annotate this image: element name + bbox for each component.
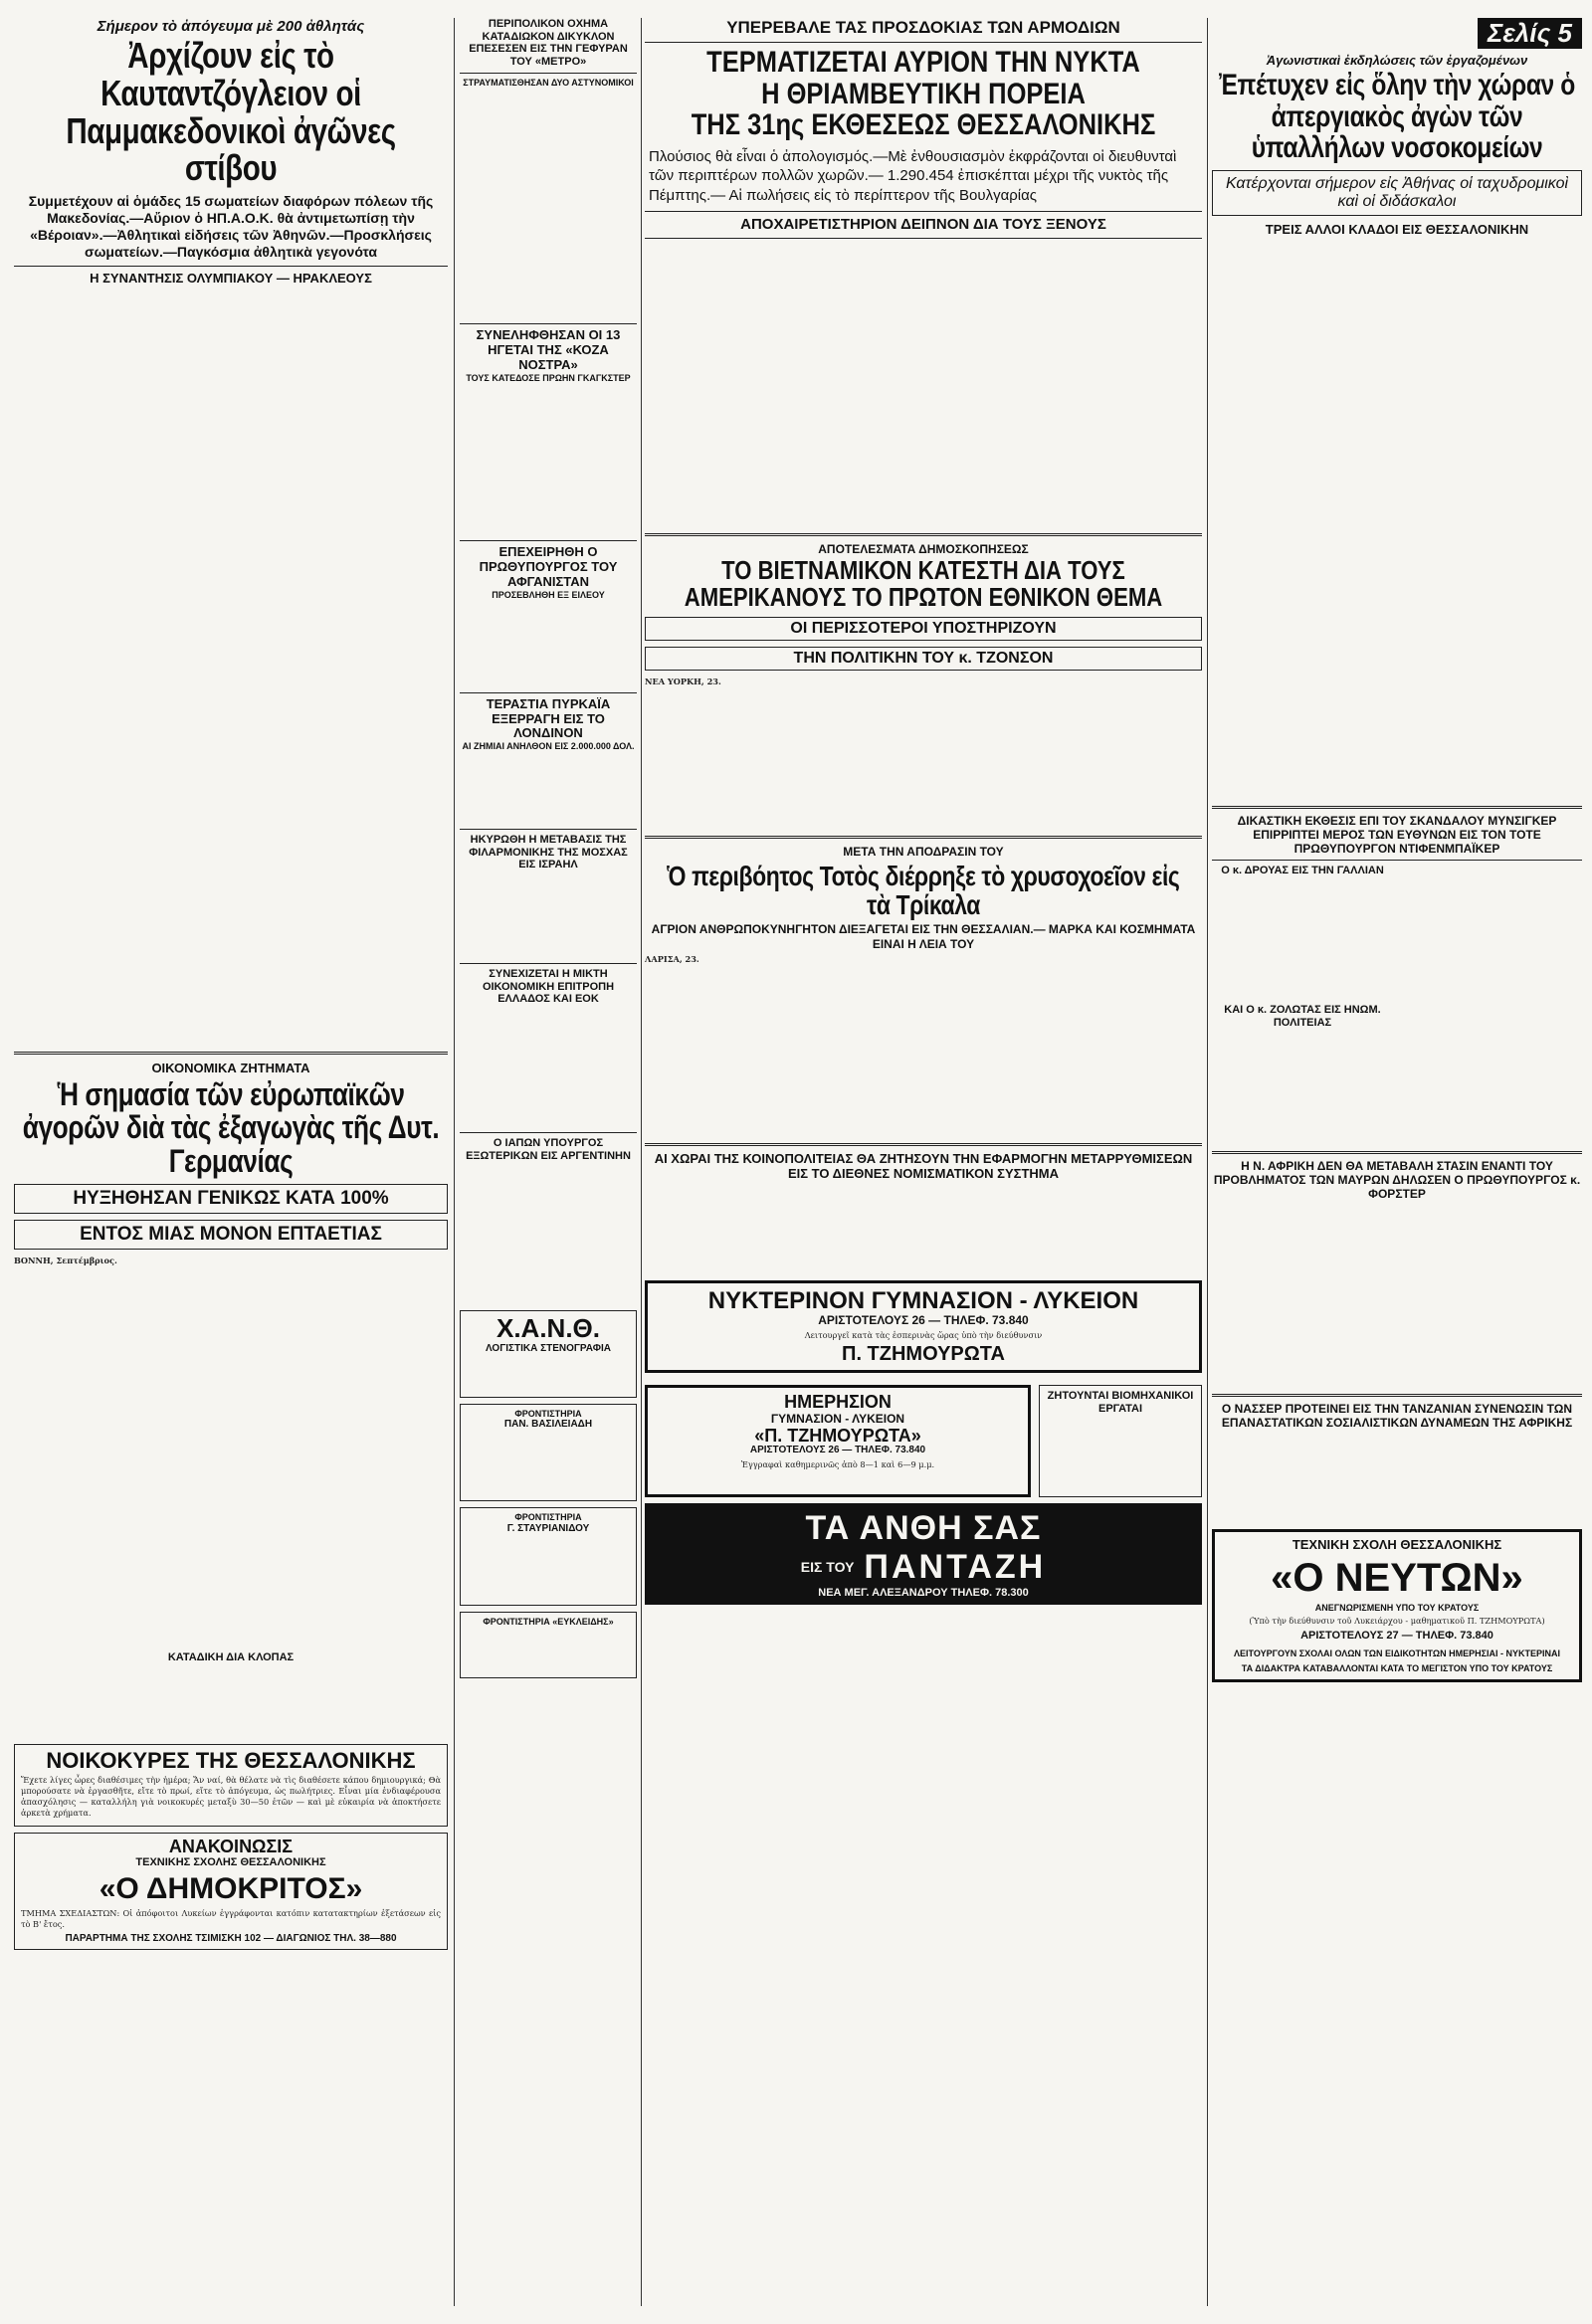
munsinger-article-columns [1212, 865, 1582, 1145]
hanth-ad [460, 1310, 637, 1397]
workers-ad [1039, 1385, 1202, 1496]
night-school-ad [645, 1280, 1202, 1373]
forster-headline: Η Ν. ΑΦΡΙΚΗ ΔΕΝ ΘΑ ΜΕΤΑΒΑΛΗ ΣΤΑΣΙΝ ΕΝΑΝΤΙ ΤΟΥ ΠΡΟΒΛΗΜΑΤΟΣ ΤΩΝ ΜΑΥΡΩΝ ΔΗΛΩΣΕΝ Ο ΠΡΩΘΥΠΟΥΡΓΟΣ κ. ΦΟΡΣΤΕΡ [1213, 1159, 1581, 1201]
article-text-block [1212, 881, 1393, 1001]
ad-text-block [1046, 1420, 1195, 1489]
article-text-block [460, 1165, 637, 1304]
vasileiadi-ad [460, 1404, 637, 1502]
night-school-address: ΑΡΙΣΤΟΤΕΛΟΥΣ 26 — ΤΗΛΕΦ. 73.840 [818, 1313, 1029, 1328]
newton-ad-footer: ΤΑ ΔΙΔΑΚΤΡΑ ΚΑΤΑΒΑΛΛΟΝΤΑΙ ΚΑΤΑ ΤΟ ΜΕΓΙΣΤΟΝ ΥΠΟ ΤΟΥ ΚΡΑΤΟΥΣ [1241, 1663, 1553, 1674]
vietnam-headline: ΤΟ ΒΙΕΤΝΑΜΙΚΟΝ ΚΑΤΕΣΤΗ ΔΙΑ ΤΟΥΣ ΑΜΕΡΙΚΑΝΟΥΣ ΤΟ ΠΡΩΤΟΝ ΕΘΝΙΚΟΝ ΘΕΜΑ [684, 554, 1163, 613]
housewives-ad-title: ΝΟΙΚΟΚΥΡΕΣ ΤΗΣ ΘΕΣΣΑΛΟΝΙΚΗΣ [46, 1748, 416, 1774]
column-3 [645, 18, 1202, 1605]
article-text-block [645, 690, 1202, 830]
drouas-column [1212, 865, 1393, 1145]
article-text-block [1212, 1204, 1582, 1388]
sport-section-title: Η ΣΥΝΑΝΤΗΣΙΣ ΟΛΥΜΠΙΑΚΟΥ — ΗΡΑΚΛΕΟΥΣ [90, 271, 372, 287]
article-text-block [14, 1668, 448, 1738]
afghanistan-sub: ΠΡΟΣΕΒΛΗΘΗ ΕΞ ΕΙΛΕΟΥ [492, 589, 605, 600]
eok-title: ΣΥΝΕΧΙΖΕΤΑΙ Η ΜΙΚΤΗ ΟΙΚΟΝΟΜΙΚΗ ΕΠΙΤΡΟΠΗ ΕΛΛΑΔΟΣ ΚΑΙ ΕΟΚ [482, 968, 615, 1006]
stavrianidou-ad [460, 1507, 637, 1606]
sport-kicker: Σήμερον τὸ ἀπόγευμα μὲ 200 ἀθλητάς [97, 18, 365, 35]
strike-sub: Κατέρχονται σήμερον εἰς Ἀθήνας οἱ ταχυδρομικοὶ καὶ οἱ διδάσκαλοι [1212, 170, 1582, 216]
fair-headline-3: ΤΗΣ 31ης ΕΚΘΕΣΕΩΣ ΘΕΣΣΑΛΟΝΙΚΗΣ [691, 108, 1156, 142]
vasileiadi-ad-title: ΦΡΟΝΤΙΣΤΗΡΙΑ [514, 1408, 582, 1419]
fair-headline-2: Η ΘΡΙΑΜΒΕΥΤΙΚΗ ΠΟΡΕΙΑ [761, 77, 1086, 110]
column-rule [641, 18, 642, 2306]
economy-sub-1: ΗΥΞΗΘΗΣΑΝ ΓΕΝΙΚΩΣ ΚΑΤΑ 100% [14, 1184, 448, 1214]
stavrianidou-ad-name: Γ. ΣΤΑΥΡΙΑΝΙΔΟΥ [506, 1523, 590, 1535]
fair-article-columns [645, 243, 1202, 527]
afghanistan-title: ΕΠΕΧΕΙΡΗΘΗ Ο ΠΡΩΘΥΠΟΥΡΓΟΣ ΤΟΥ ΑΦΓΑΝΙΣΤΑΝ [479, 543, 618, 589]
announcement-sub: ΤΕΧΝΙΚΗΣ ΣΧΟΛΗΣ ΘΕΣΣΑΛΟΝΙΚΗΣ [135, 1855, 326, 1868]
london-fire-sub: ΑΙ ΖΗΜΙΑΙ ΑΝΗΛΘΟΝ ΕΙΣ 2.000.000 ΔΟΛ. [462, 741, 635, 752]
strike-kicker: Ἀγωνιστικαὶ ἐκδηλώσεις τῶν ἐργαζομένων [1266, 53, 1528, 68]
japan-minister-title: Ο ΙΑΠΩΝ ΥΠΟΥΡΓΟΣ ΕΞΩΤΕΡΙΚΩΝ ΕΙΣ ΑΡΓΕΝΤΙΝΗΝ [466, 1137, 631, 1162]
day-school-sub: ΓΥΜΝΑΣΙΟΝ - ΛΥΚΕΙΟΝ [770, 1412, 905, 1427]
article-text-block [645, 968, 1202, 1137]
london-fire-title: ΤΕΡΑΣΤΙΑ ΠΥΡΚΑΪΑ ΕΞΕΡΡΑΓΗ ΕΙΣ ΤΟ ΛΟΝΔΙΝΟΝ [486, 695, 611, 741]
flowers-ad [645, 1503, 1202, 1605]
announcement-school-name: «Ο ΔΗΜΟΚΡΙΤΟΣ» [99, 1871, 363, 1905]
column-rule [1207, 18, 1208, 2306]
cosa-nostra-sub: ΤΟΥΣ ΚΑΤΕΔΟΣΕ ΠΡΩΗΝ ΓΚΑΓΚΣΤΕΡ [466, 373, 631, 384]
night-school-name: Π. ΤΖΗΜΟΥΡΩΤΑ [842, 1343, 1005, 1366]
article-text-block [14, 290, 448, 1046]
ad-text-block [467, 1358, 630, 1390]
imf-headline: ΑΙ ΧΩΡΑΙ ΤΗΣ ΚΟΙΝΟΠΟΛΙΤΕΙΑΣ ΘΑ ΖΗΤΗΣΟΥΝ ΤΗΝ ΕΦΑΡΜΟΓΗΝ ΜΕΤΑΡΡΥΘΜΙΣΕΩΝ ΕΙΣ ΤΟ ΔΙΕΘΝΕΣ ΝΟΜΙΣΜΑΤΙΚΟΝ ΣΥΣΤΗΜΑ [654, 1150, 1193, 1181]
article-text-block [1401, 868, 1582, 1136]
newton-ad-hours: ΛΕΙΤΟΥΡΓΟΥΝ ΣΧΟΛΑΙ ΟΛΩΝ ΤΩΝ ΕΙΔΙΚΟΤΗΤΩΝ ΗΜΕΡΗΣΙΑΙ - ΝΥΚΤΕΡΙΝΑΙ [1234, 1648, 1560, 1659]
cosa-nostra-title: ΣΥΝΕΛΗΦΘΗΣΑΝ ΟΙ 13 ΗΓΕΤΑΙ ΤΗΣ «ΚΟΖΑ ΝΟΣΤΡΑ» [476, 327, 621, 373]
escape-headline: Ὁ περιβόητος Τοτὸς διέρρηξε τὸ χρυσοχοεῖον εἰς τὰ Τρίκαλα [667, 860, 1180, 920]
article-text-block [460, 1009, 637, 1128]
workers-ad-title: ΖΗΤΟΥΝΤΑΙ ΒΙΟΜΗΧΑΝΙΚΟΙ ΕΡΓΑΤΑΙ [1047, 1390, 1194, 1416]
sport-headline: Ἀρχίζουν εἰς τὸ Καυταντζόγλειον οἱ Παμμακεδονικοὶ ἀγῶνες στίβου [66, 35, 396, 189]
ads-row [645, 1379, 1202, 1502]
ad-text-block [467, 1538, 630, 1598]
article-text-block [1212, 1033, 1393, 1142]
article-text-block [460, 604, 637, 688]
drouas-title: Ο κ. ΔΡΟΥΑΣ ΕΙΣ ΤΗΝ ΓΑΛΛΙΑΝ [1221, 865, 1384, 877]
section-flag: Σελίς 5 [1478, 18, 1582, 49]
day-school-name: «Π. ΤΖΗΜΟΥΡΩΤΑ» [754, 1425, 921, 1446]
fair-kicker: ΥΠΕΡΕΒΑΛΕ ΤΑΣ ΠΡΟΣΔΟΚΙΑΣ ΤΩΝ ΑΡΜΟΔΙΩΝ [726, 18, 1120, 37]
escape-sub: ΑΓΡΙΟΝ ΑΝΘΡΩΠΟΚΥΝΗΓΗΤΟΝ ΔΙΕΞΑΓΕΤΑΙ ΕΙΣ ΤΗΝ ΘΕΣΣΑΛΙΑΝ.— ΜΑΡΚΑ ΚΑΙ ΚΟΣΜΗΜΑΤΑ ΕΙΝΑΙ Η ΛΕΙΑ ΤΟΥ [651, 922, 1196, 951]
democritus-announcement [14, 1833, 448, 1950]
philharmonic-title: ΗΚΥΡΩΘΗ Η ΜΕΤΑΒΑΣΙΣ ΤΗΣ ΦΙΛΑΡΜΟΝΙΚΗΣ ΤΗΣ ΜΟΣΧΑΣ ΕΙΣ ΙΣΡΑΗΛ [469, 834, 628, 872]
article-text-block [460, 755, 637, 825]
housewives-ad-text: Ἔχετε λίγες ὧρες διαθέσιμες τὴν ἡμέρα; Ἄν ναί, θὰ θέλατε νὰ τὶς διαθέσετε κάπου δημιουργικά; Θὰ μπορούσατε νὰ ἐργασθῆτε, εἴτε τὸ πρωί, εἴτε τὸ ἀπόγευμα, ὡς πωλήτριες. Εἶναι μία ἐνδιαφέρουσα ἀπασχόλησις — καταλλήλη γιὰ νοικοκυρές μεταξὺ 30—50 ἐτῶν — καὶ μὲ εὐκαιρία νὰ ἀποκτήσετε ἀρκετὰ χρήματα. [21, 1775, 441, 1818]
fair-lead: Πλούσιος θὰ εἶναι ὁ ἀπολογισμός.—Μὲ ἐνθουσιασμὸν ἐκφράζονται οἱ διευθυνταὶ τῶν περιπτέρων πολλῶν χωρῶν.— 1.290.454 ἐπισκέπται μέχρι τῆς νυκτὸς τῆς Πέμπτης.— Αἱ πωλήσεις εἰς τὸ περίπτερον τῆς Βουλγαρίας [649, 147, 1177, 204]
day-school-hours: Ἐγγραφαὶ καθημερινῶς ἀπὸ 8—1 καὶ 6—9 μ.μ. [740, 1459, 935, 1470]
night-school-title: ΝΥΚΤΕΡΙΝΟΝ ΓΥΜΝΑΣΙΟΝ - ΛΥΚΕΙΟΝ [707, 1286, 1139, 1314]
section-flag-wrap [1212, 18, 1582, 49]
economy-rubric: ΟΙΚΟΝΟΜΙΚΑ ΖΗΤΗΜΑΤΑ [151, 1060, 310, 1075]
ad-text-block [467, 1434, 630, 1493]
article-text-block [460, 387, 637, 536]
announcement-title: ΑΝΑΚΟΙΝΩΣΙΣ [168, 1836, 294, 1856]
fair-headline-1: ΤΕΡΜΑΤΙΖΕΤΑΙ ΑΥΡΙΟΝ ΤΗΝ ΝΥΚΤΑ [706, 46, 1140, 80]
article-text-block [927, 246, 1202, 524]
flowers-ad-brand [649, 1548, 1198, 1587]
economy-headline: Ἡ σημασία τῶν εὐρωπαϊκῶν ἀγορῶν διὰ τὰς ἐξαγωγὰς τῆς Δυτ. Γερμανίας [22, 1075, 440, 1179]
vietnam-sub-2: ΤΗΝ ΠΟΛΙΤΙΚΗΝ ΤΟΥ κ. ΤΖΟΝΣΟΝ [645, 647, 1202, 671]
column-rule [454, 18, 455, 2306]
sport-subhead: Συμμετέχουν αἱ ὁμάδες 15 σωματείων διαφόρων πόλεων τῆς Μακεδονίας.—Αὔριον ὁ ΗΠ.Α.Ο.Κ. θὰ ἀντιμετωπίσῃ τὴν «Βέροιαν».—Ἀθλητικαὶ εἰδήσεις τῶν Ἀθηνῶν.—Προσκλήσεις σωματείων.—Παγκόσμια ἀθλητικὰ γεγονότα [28, 193, 434, 260]
article-text-block [1212, 240, 1393, 797]
column-1 [14, 18, 448, 1956]
article-text-block [645, 1185, 1202, 1274]
article-text-block [645, 246, 919, 524]
announcement-footer: ΠΑΡΑΡΤΗΜΑ ΤΗΣ ΣΧΟΛΗΣ ΤΣΙΜΙΣΚΗ 102 — ΔΙΑΓΩΝΙΟΣ ΤΗΛ. 38—880 [65, 1933, 397, 1944]
economy-sub-2: ΕΝΤΟΣ ΜΙΑΣ ΜΟΝΟΝ ΕΠΤΑΕΤΙΑΣ [14, 1220, 448, 1250]
newton-ad-address: ΑΡΙΣΤΟΤΕΛΟΥΣ 27 — ΤΗΛΕΦ. 73.840 [1300, 1630, 1493, 1643]
newton-school-ad [1212, 1529, 1582, 1682]
column-4 [1212, 18, 1582, 1688]
column-2 [460, 18, 637, 1684]
newton-ad-name: «Ο ΝΕΥΤΩΝ» [1271, 1555, 1523, 1600]
poll-kicker: ΑΠΟΤΕΛΕΣΜΑΤΑ ΔΗΜΟΣΚΟΠΗΣΕΩΣ [818, 542, 1029, 557]
vietnam-dateline: ΝΕΑ ΥΟΡΚΗ, 23. [645, 677, 721, 687]
housewives-ad [14, 1744, 448, 1826]
announcement-text: ΤΜΗΜΑ ΣΧΕΔΙΑΣΤΩΝ: Οἱ ἀπόφοιτοι Λυκείων ἐγγράφονται κατόπιν κατατακτηρίων ἐξετάσεων εἰς τὸ Β' ἔτος. [21, 1908, 441, 1930]
farewell-dinner-title: ΑΠΟΧΑΙΡΕΤΙΣΤΗΡΙΟΝ ΔΕΙΠΝΟΝ ΔΙΑ ΤΟΥΣ ΞΕΝΟΥΣ [740, 216, 1106, 234]
nasser-headline: Ο ΝΑΣΣΕΡ ΠΡΟΤΕΙΝΕΙ ΕΙΣ ΤΗΝ ΤΑΝΖΑΝΙΑΝ ΣΥΝΕΝΩΣΙΝ ΤΩΝ ΕΠΑΝΑΣΤΑΤΙΚΩΝ ΣΟΣΙΑΛΙΣΤΙΚΩΝ ΔΥΝΑΜΕΩΝ ΤΗΣ ΑΦΡΙΚΗΣ [1221, 1402, 1573, 1431]
flowers-ad-address: ΝΕΑ ΜΕΓ. ΑΛΕΞΑΝΔΡΟΥ ΤΗΛΕΦ. 78.300 [818, 1586, 1029, 1599]
munsinger-headline: ΔΙΚΑΣΤΙΚΗ ΕΚΘΕΣΙΣ ΕΠΙ ΤΟΥ ΣΚΑΝΔΑΛΟΥ ΜΥΝΣΙΓΚΕΡ ΕΠΙΡΡΙΠΤΕΙ ΜΕΡΟΣ ΤΩΝ ΕΥΘΥΝΩΝ ΕΙΣ ΤΟΝ ΤΟΤΕ ΠΡΩΘΥΠΟΥΡΓΟΝ ΝΤΙΦΕΝΜΠΑΪΚΕΡ [1237, 814, 1557, 856]
article-text-block [1401, 240, 1582, 797]
eukleidis-ad [460, 1612, 637, 1678]
strike-headline: Ἐπέτυχεν εἰς ὅλην τὴν χώραν ὁ ἀπεργιακὸς ἀγὼν τῶν ὑπαλλήλων νοσοκομείων [1219, 69, 1575, 164]
newton-ad-direction: (Ὑπὸ τὴν διεύθυνσιν τοῦ Λυκειάρχου - μαθηματικοῦ Π. ΤΖΗΜΟΥΡΩΤΑ) [1249, 1616, 1545, 1627]
escape-kicker: ΜΕΤΑ ΤΗΝ ΑΠΟΔΡΑΣΙΝ ΤΟΥ [843, 845, 1004, 860]
escape-dateline: ΛΑΡΙΣΑ, 23. [645, 954, 699, 965]
article-text-block [460, 874, 637, 959]
vietnam-sub-1: ΟΙ ΠΕΡΙΣΣΟΤΕΡΟΙ ΥΠΟΣΤΗΡΙΖΟΥΝ [645, 617, 1202, 641]
ad-text-block [467, 1631, 630, 1670]
flowers-ad-title: ΤΑ ΑΝΘΗ ΣΑΣ [805, 1508, 1042, 1547]
article-text-block [14, 1269, 448, 1647]
day-school-ad [645, 1385, 1031, 1496]
strike-article-columns [1212, 237, 1582, 800]
patrol-car-sub: ΣΤΡΑΥΜΑΤΙΣΘΗΣΑΝ ΔΥΟ ΑΣΤΥΝΟΜΙΚΟΙ [463, 77, 634, 88]
day-school-address: ΑΡΙΣΤΟΤΕΛΟΥΣ 26 — ΤΗΛΕΦ. 73.840 [749, 1445, 926, 1456]
vasileiadi-ad-name: ΠΑΝ. ΒΑΣΙΛΕΙΑΔΗ [503, 1419, 593, 1431]
article-text-block [460, 91, 637, 319]
theft-conviction-title: ΚΑΤΑΔΙΚΗ ΔΙΑ ΚΛΟΠΑΣ [167, 1651, 295, 1664]
eukleidis-ad-title: ΦΡΟΝΤΙΣΤΗΡΙΑ «ΕΥΚΛΕΙΔΗΣ» [483, 1617, 614, 1628]
flowers-ad-name: ΠΑΝΤΑΖΗ [864, 1547, 1047, 1586]
economy-dateline: ΒΟΝΝΗ, Σεπτέμβριος. [14, 1256, 117, 1266]
newton-ad-recognition: ΑΝΕΓΝΩΡΙΣΜΕΝΗ ΥΠΟ ΤΟΥ ΚΡΑΤΟΥΣ [1314, 1602, 1480, 1613]
newton-ad-title: ΤΕΧΝΙΚΗ ΣΧΟΛΗ ΘΕΣΣΑΛΟΝΙΚΗΣ [1292, 1537, 1502, 1553]
flowers-ad-prefix: ΕΙΣ ΤΟΥ [800, 1559, 855, 1576]
zolotas-title: ΚΑΙ Ο κ. ΖΟΛΩΤΑΣ ΕΙΣ ΗΝΩΜ. ΠΟΛΙΤΕΙΑΣ [1224, 1003, 1381, 1029]
hanth-ad-name: Χ.Α.Ν.Θ. [496, 1313, 600, 1344]
article-text-block [1212, 1434, 1582, 1523]
patrol-car-title: ΠΕΡΙΠΟΛΙΚΟΝ ΟΧΗΜΑ ΚΑΤΑΔΙΩΚΟΝ ΔΙΚΥΚΛΟΝ ΕΠΕΣΕΣΕΝ ΕΙΣ ΤΗΝ ΓΕΦΥΡΑΝ ΤΟΥ «ΜΕΤΡΟ» [469, 18, 628, 68]
night-school-text: Λειτουργεῖ κατὰ τὰς ἑσπερινὰς ὥρας ὑπὸ τὴν διεύθυνσιν [804, 1330, 1043, 1341]
day-school-title: ΗΜΕΡΗΣΙΟΝ [784, 1392, 892, 1413]
hanth-ad-sub: ΛΟΓΙΣΤΙΚΑ ΣΤΕΝΟΓΡΑΦΙΑ [486, 1342, 611, 1354]
strike-section: ΤΡΕΙΣ ΑΛΛΟΙ ΚΛΑΔΟΙ ΕΙΣ ΘΕΣΣΑΛΟΝΙΚΗΝ [1265, 221, 1529, 237]
stavrianidou-ad-title: ΦΡΟΝΤΙΣΤΗΡΙΑ [514, 1512, 582, 1523]
